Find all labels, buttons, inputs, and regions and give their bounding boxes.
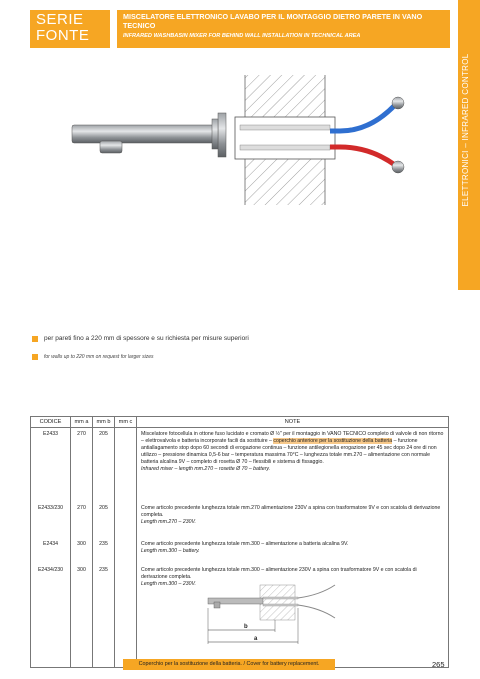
table-row — [31, 538, 449, 564]
hose-fitting-top — [392, 97, 404, 109]
rosette — [218, 113, 226, 157]
dimension-label-b: b — [244, 624, 248, 630]
cell-note — [137, 428, 449, 502]
cell-c — [115, 502, 137, 538]
note-english: Length mm.300 – battery. — [141, 547, 200, 554]
note-text: Miscelatore fotocellula in ottone fuso lucidato e cromato Ø ½" per il montaggio in VANO TECNICO completo di valvole di non ritorno – elettrovalvola e batteria incorporate facili da sostituire – — [141, 431, 444, 444]
threaded-rod-top — [240, 125, 330, 130]
note-english: Length mm.300 – 230V. — [141, 580, 196, 587]
mixer-body — [72, 125, 222, 143]
note-bullet — [32, 354, 38, 360]
cell-b: 205 — [93, 502, 115, 538]
cell-c — [115, 538, 137, 564]
header-note: NOTE — [137, 417, 449, 428]
spout-outlet — [100, 141, 122, 153]
table-row — [31, 502, 449, 538]
page-title: MISCELATORE ELETTRONICO LAVABO PER IL MONTAGGIO DIETRO PARETE IN VANO TECNICO — [123, 12, 423, 30]
product-illustration — [30, 55, 450, 235]
cell-c — [115, 564, 137, 668]
cell-b: 205 — [93, 428, 115, 502]
header-b: mm b — [93, 417, 115, 428]
header-code: CODICE — [31, 417, 71, 428]
cell-c — [115, 428, 137, 502]
cell-a: 300 — [71, 564, 93, 668]
cell-a: 300 — [71, 538, 93, 564]
note-english: Length mm.270 – 230V. — [141, 518, 196, 525]
note-english: for walls up to 220 mm on request for larger sizes — [44, 354, 154, 360]
note-bullet — [32, 336, 38, 342]
header-a: mm a — [71, 417, 93, 428]
threaded-rod-bottom — [240, 145, 330, 150]
header-c: mm c — [115, 417, 137, 428]
cell-a: 270 — [71, 502, 93, 538]
note-english: Infrared mixer – length mm.270 – rosette Ø 70 – battery. — [141, 466, 271, 472]
cold-water-hose — [330, 105, 395, 131]
hose-fitting-bottom — [392, 161, 404, 173]
dimension-diagram — [200, 580, 350, 650]
note-text: – funzione antiallagamento stop dopo 60 secondi di erogazione continua – funzione antilegionella erogazione per 45 sec dopo 24 ore di non utilizzo – pressione dinamica 0,5-6 bar – temperatura massima 70°C – lunghezza totale mm.270 – alimentazione con normale batteria alcalina 9V – completo di rosetta Ø 70 – flessibili e sistema di fissaggio. — [141, 438, 437, 465]
cell-code: E2434/230 — [31, 564, 71, 668]
cell-code: E2433/230 — [31, 502, 71, 538]
dimension-label-a: a — [254, 636, 258, 642]
cell-code: E2433 — [31, 428, 71, 502]
table-row — [31, 428, 449, 502]
table-header-row — [31, 417, 449, 428]
note-text: Come articolo precedente lunghezza totale mm.300 – alimentazione a batteria alcalina 9V. — [141, 540, 349, 547]
cell-code: E2434 — [31, 538, 71, 564]
note-text: Come articolo precedente lunghezza totale mm.270 alimentazione 230V a spina con trasformatore 9V e con scatola di derivazione completa. — [141, 504, 441, 518]
category-side-label: ELETTRONICI – INFRARED CONTROL — [461, 53, 470, 207]
cell-note — [137, 502, 449, 538]
series-name: FONTE — [36, 27, 90, 44]
cell-b: 235 — [93, 538, 115, 564]
note-text: Come articolo precedente lunghezza totale mm.300 – alimentazione 230V a spina con trasformatore 9V e con scatola di derivazione completa. — [141, 566, 417, 580]
hot-water-hose — [330, 147, 395, 165]
cell-note — [137, 538, 449, 564]
footer-caption: Coperchio per la sostituzione della batteria. / Cover for battery replacement. — [123, 659, 335, 670]
cell-a: 270 — [71, 428, 93, 502]
series-label: SERIE — [36, 11, 84, 28]
note-highlight: coperchio anteriore per la sostituzione della batteria — [273, 438, 393, 444]
page-number: 265 — [432, 660, 445, 669]
cell-b: 235 — [93, 564, 115, 668]
page-subtitle: INFRARED WASHBASIN MIXER FOR BEHIND WALL INSTALLATION IN TECHNICAL AREA — [123, 33, 361, 39]
note-italian: per pareti fino a 220 mm di spessore e su richiesta per misure superiori — [44, 335, 249, 342]
